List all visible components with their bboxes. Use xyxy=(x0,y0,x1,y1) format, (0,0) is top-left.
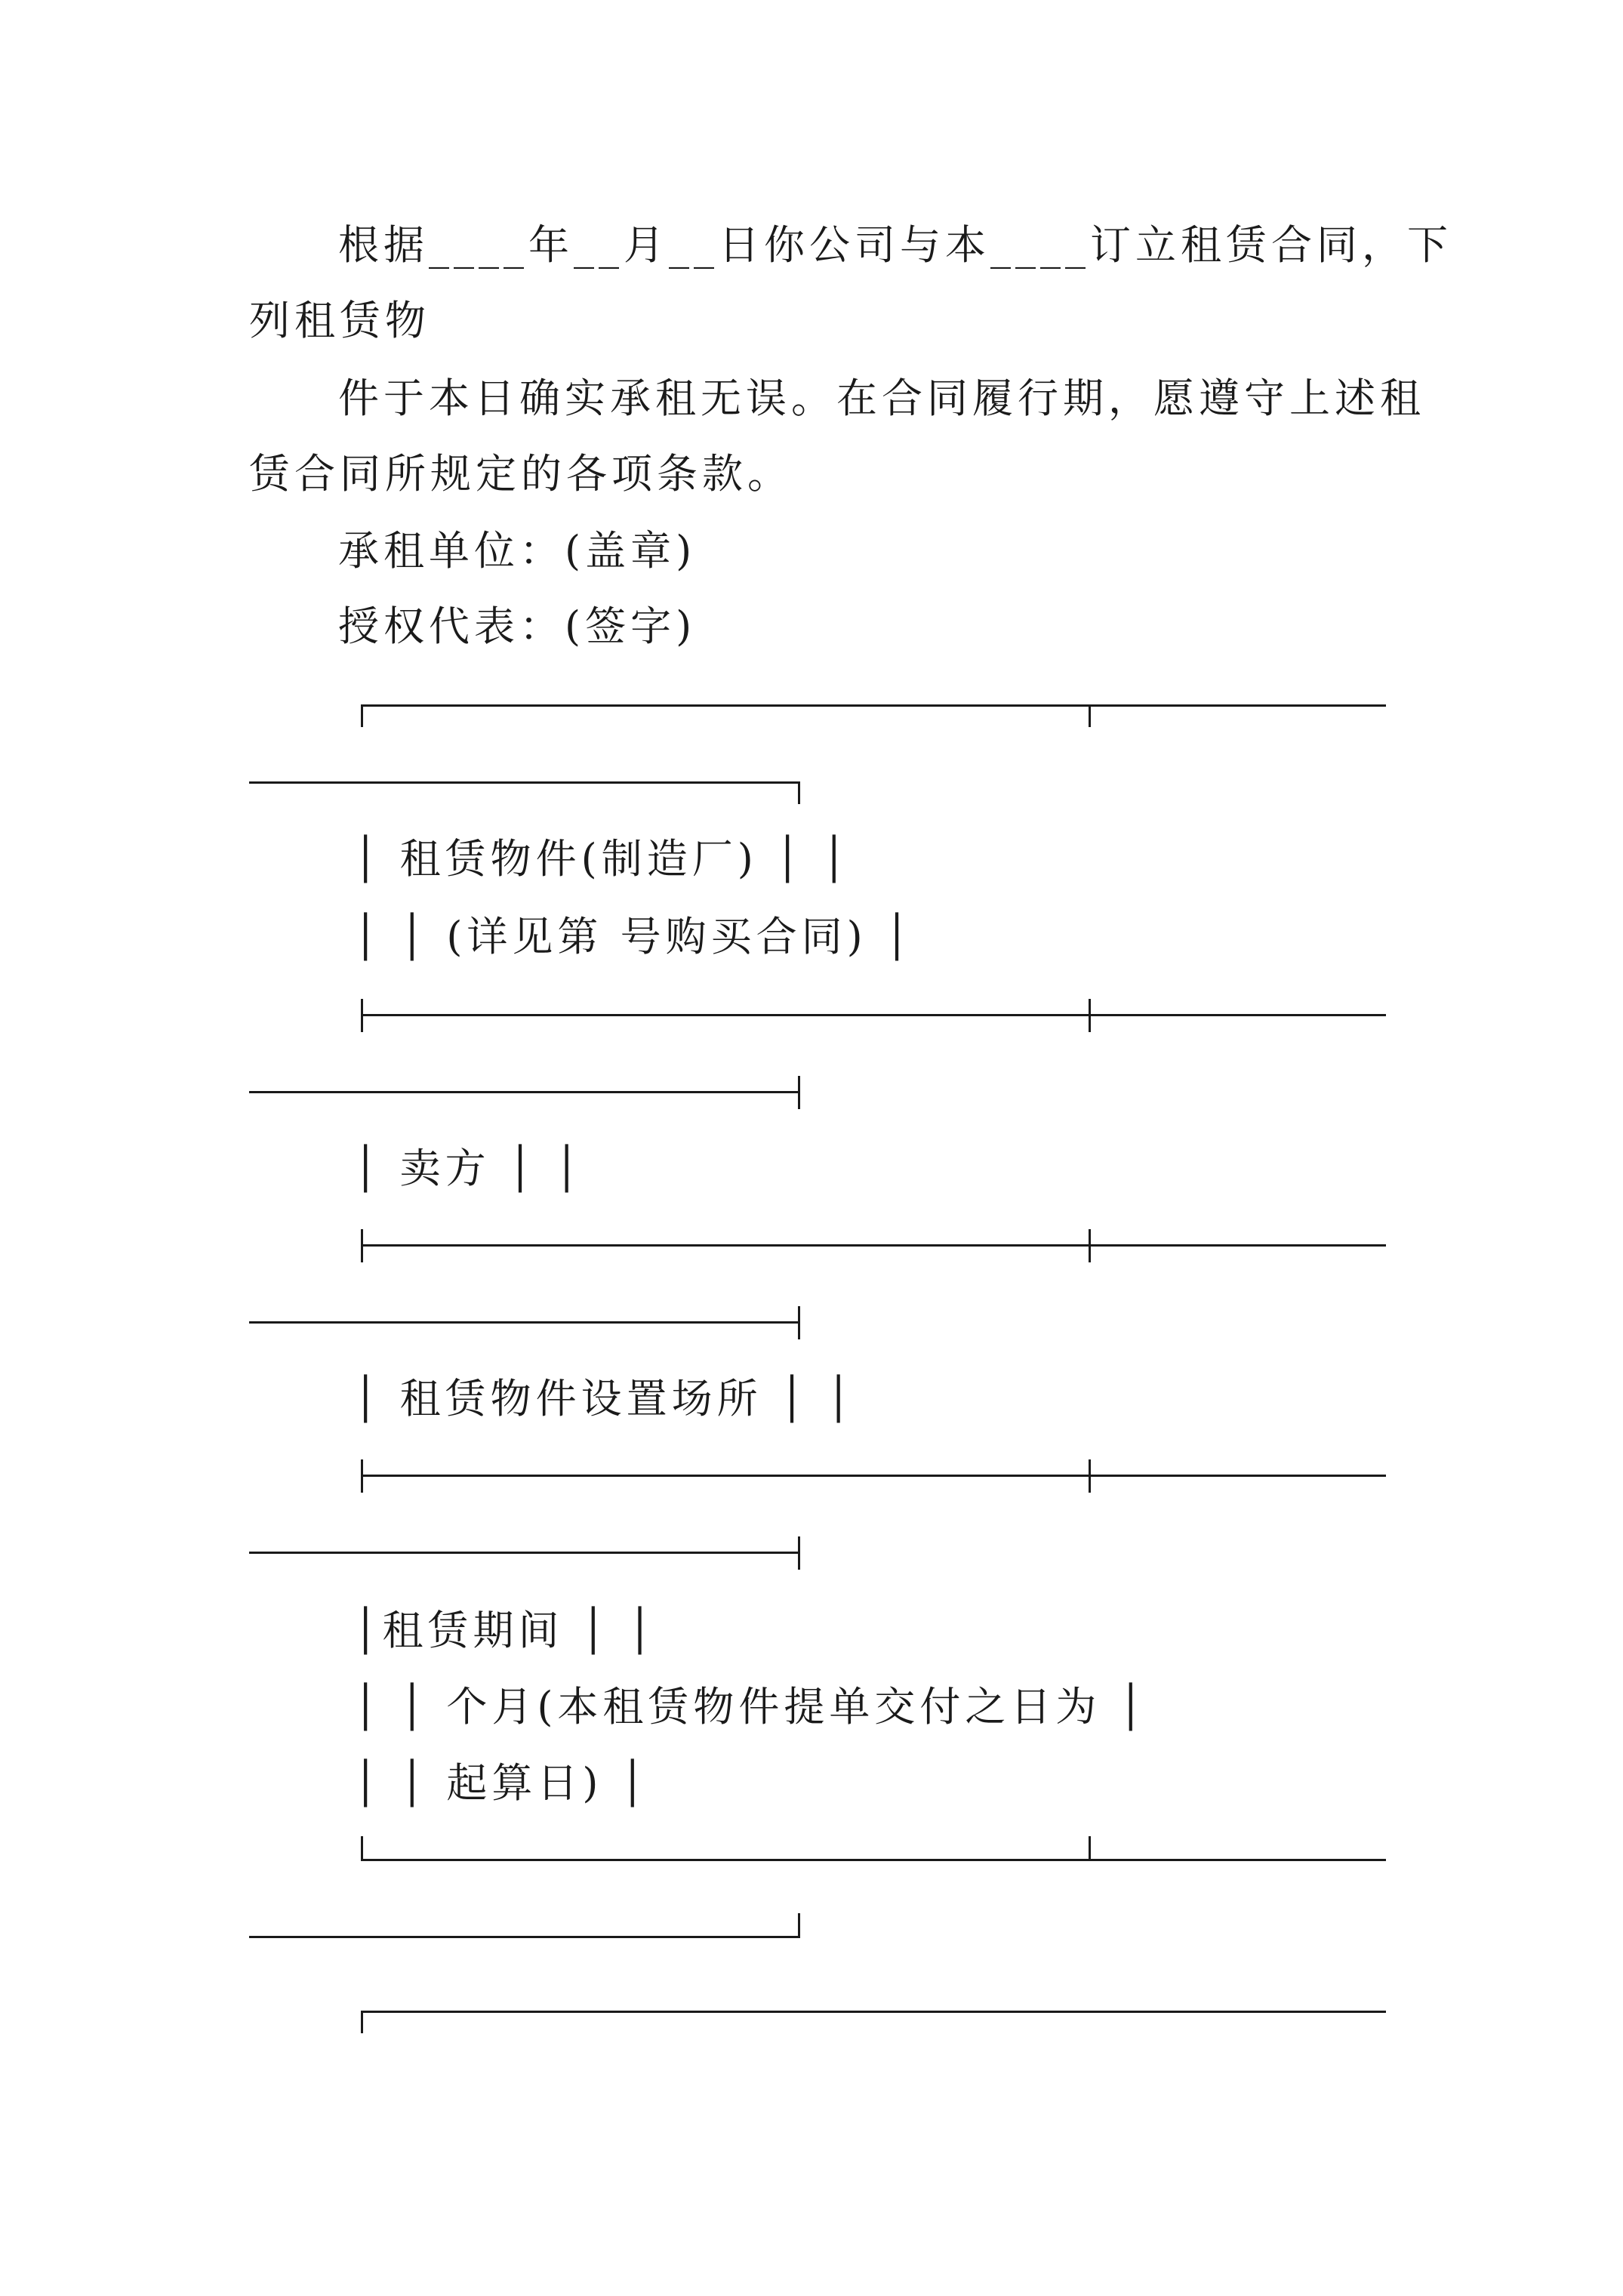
table-row-period: │租赁期间 │ │ xyxy=(353,1607,657,1654)
table-separator-2-right xyxy=(798,1306,800,1339)
table-row-period-start: │ │ 起算日) │ xyxy=(353,1759,650,1807)
table-top-border xyxy=(361,704,1386,707)
table-row-item: │ 租赁物件(制造厂) │ │ xyxy=(353,835,852,883)
table-bottom-border-continued xyxy=(249,1936,800,1938)
table-separator-1-continued xyxy=(249,1091,800,1093)
table-corner-bottom-left xyxy=(361,1836,363,1860)
lessee-seal-line: 承租单位：(盖章) xyxy=(338,527,697,575)
table-separator-2-left xyxy=(361,1229,363,1262)
table-separator-1-left xyxy=(361,999,363,1032)
paragraph-line-3: 件于本日确实承租无误。在合同履行期，愿遵守上述租 xyxy=(338,374,1425,422)
table-tee-bottom xyxy=(1089,1836,1091,1860)
table-separator-3-continued xyxy=(249,1552,800,1554)
table-separator-1 xyxy=(361,1014,1386,1016)
table-row-location: │ 租赁物件设置场所 │ │ xyxy=(353,1375,856,1422)
table-row-seller: │ 卖方 │ │ xyxy=(353,1145,584,1192)
table-separator-2-continued xyxy=(249,1321,800,1324)
next-table-top-border xyxy=(361,2011,1386,2013)
table-bottom-border xyxy=(361,1859,1386,1861)
table-separator-3-cross xyxy=(1089,1459,1091,1493)
representative-signature-line: 授权代表：(签字) xyxy=(338,603,697,650)
next-table-corner-top-left xyxy=(361,2011,363,2033)
table-corner-bottom-right xyxy=(798,1913,800,1937)
paragraph-line-1: 根据____年__月__日你公司与本____订立租赁合同，下 xyxy=(338,221,1452,269)
table-separator-2-cross xyxy=(1089,1229,1091,1262)
table-row-item-detail: │ │ (详见第 号购买合同) │ xyxy=(353,913,914,960)
paragraph-line-2: 列租赁物 xyxy=(249,297,430,344)
table-top-border-continued xyxy=(249,781,800,784)
table-tee-top xyxy=(1089,704,1091,727)
table-row-period-months: │ │ 个月(本租赁物件提单交付之日为 │ xyxy=(353,1683,1148,1730)
table-corner-top-left xyxy=(361,704,363,727)
table-separator-2 xyxy=(361,1244,1386,1247)
paragraph-line-4: 赁合同所规定的各项条款。 xyxy=(249,450,793,498)
table-separator-3 xyxy=(361,1475,1386,1477)
table-corner-top-right xyxy=(798,781,800,804)
table-separator-1-right xyxy=(798,1076,800,1109)
table-separator-3-left xyxy=(361,1459,363,1493)
table-separator-1-cross xyxy=(1089,999,1091,1032)
table-separator-3-right xyxy=(798,1536,800,1570)
